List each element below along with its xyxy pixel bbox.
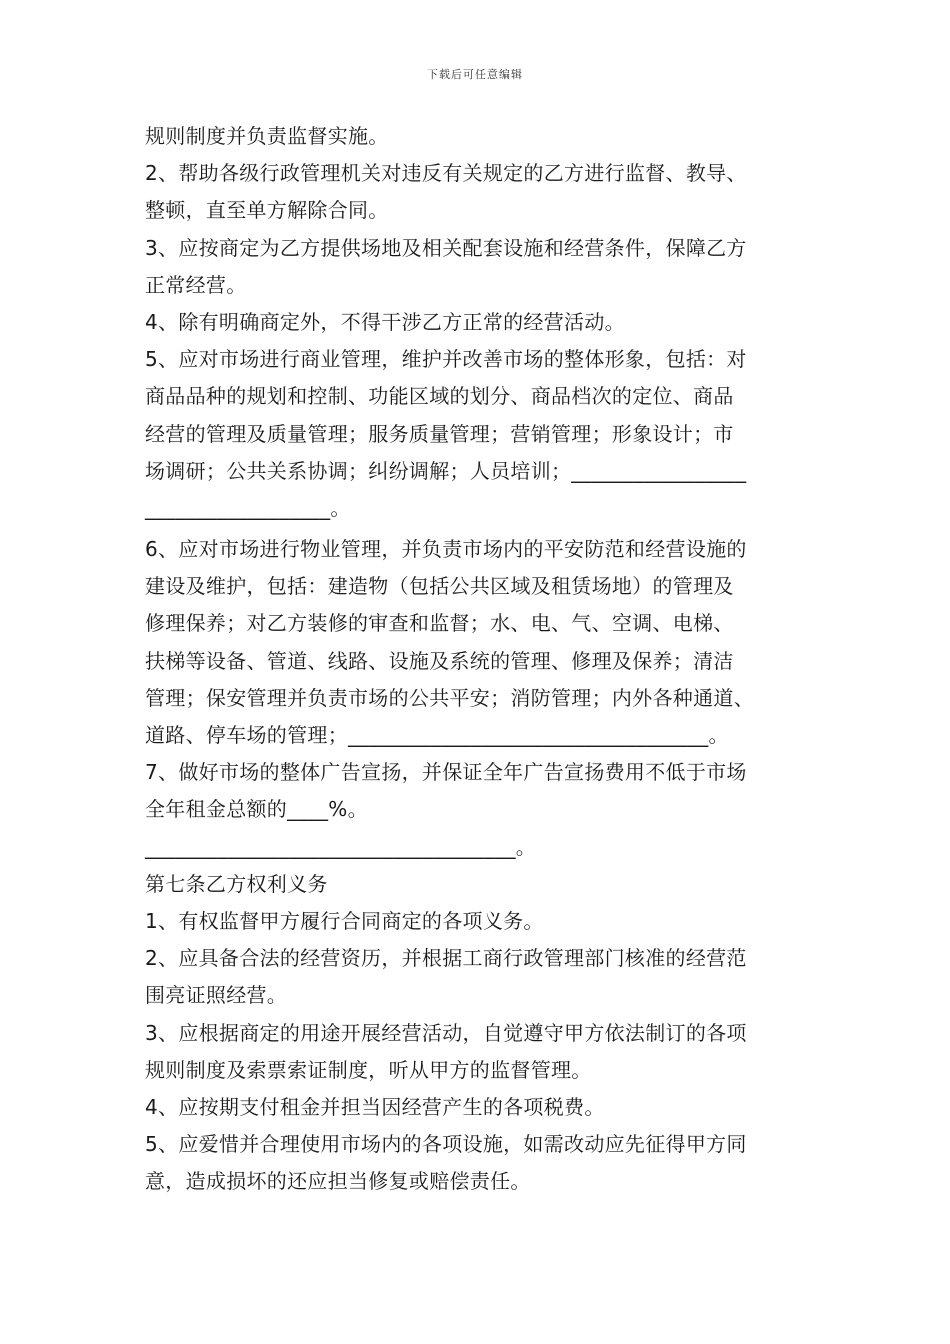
text-line: 场调研；公共关系协调；纠纷调解；人员培训；_________________ — [145, 458, 747, 483]
document-body — [145, 118, 825, 1200]
text-line: 5、应对市场进行商业管理，维护并改善市场的整体形象，包括：对 — [145, 347, 747, 372]
text-line: 扶梯等设备、管道、线路、设施及系统的管理、修理及保养；清洁 — [145, 648, 734, 673]
section-heading: 第七条乙方权利义务 — [145, 871, 328, 896]
text-line: 2、帮助各级行政管理机关对违反有关规定的乙方进行监督、教导、 — [145, 161, 747, 186]
text-line: 规则制度及索票索证制度，听从甲方的监督管理。 — [145, 1057, 592, 1082]
text-line: 建设及维护，包括：建造物（包括公共区域及租赁场地）的管理及 — [145, 574, 734, 599]
page-header-note: 下载后可任意编辑 — [427, 68, 523, 81]
text-line: 意，造成损坏的还应担当修复或赔偿责任。 — [145, 1169, 531, 1194]
text-line: 6、应对市场进行物业管理，并负责市场内的平安防范和经营设施的 — [145, 537, 747, 562]
text-line: 正常经营。 — [145, 272, 247, 297]
text-line: 商品品种的规划和控制、功能区域的划分、商品档次的定位、商品 — [145, 384, 734, 409]
text-line: 4、除有明确商定外，不得干涉乙方正常的经营活动。 — [145, 309, 625, 334]
text-line: 修理保养；对乙方装修的审查和监督；水、电、气、空调、电梯、 — [145, 611, 734, 636]
text-line: 全年租金总额的____%。 — [145, 797, 368, 822]
text-line: 规则制度并负责监督实施。 — [145, 124, 389, 148]
text-line: 7、做好市场的整体广告宣扬，并保证全年广告宣扬费用不低于市场 — [145, 760, 747, 785]
text-line: 围亮证照经营。 — [145, 983, 288, 1008]
text-line: 整顿，直至单方解除合同。 — [145, 198, 389, 223]
text-line: 3、应根据商定的用途开展经营活动，自觉遵守甲方依法制订的各项 — [145, 1020, 747, 1045]
text-line: 4、应按期支付租金并担当因经营产生的各项税费。 — [145, 1094, 605, 1119]
text-line: ____________________________________。 — [145, 834, 537, 859]
text-line: __________________。 — [145, 495, 351, 520]
text-line: 2、应具备合法的经营资历，并根据工商行政管理部门核准的经营范 — [145, 946, 747, 971]
text-line: 3、应按商定为乙方提供场地及相关配套设施和经营条件，保障乙方 — [145, 235, 747, 260]
text-line: 道路、停车场的管理；___________________________________。 — [145, 723, 729, 747]
text-line: 经营的管理及质量管理；服务质量管理；营销管理；形象设计；市 — [145, 421, 734, 446]
text-line: 管理；保安管理并负责市场的公共平安；消防管理；内外各种通道、 — [145, 685, 754, 710]
text-line: 1、有权监督甲方履行合同商定的各项义务。 — [145, 908, 544, 933]
text-line: 5、应爱惜并合理使用市场内的各项设施，如需改动应先征得甲方同 — [145, 1132, 747, 1157]
